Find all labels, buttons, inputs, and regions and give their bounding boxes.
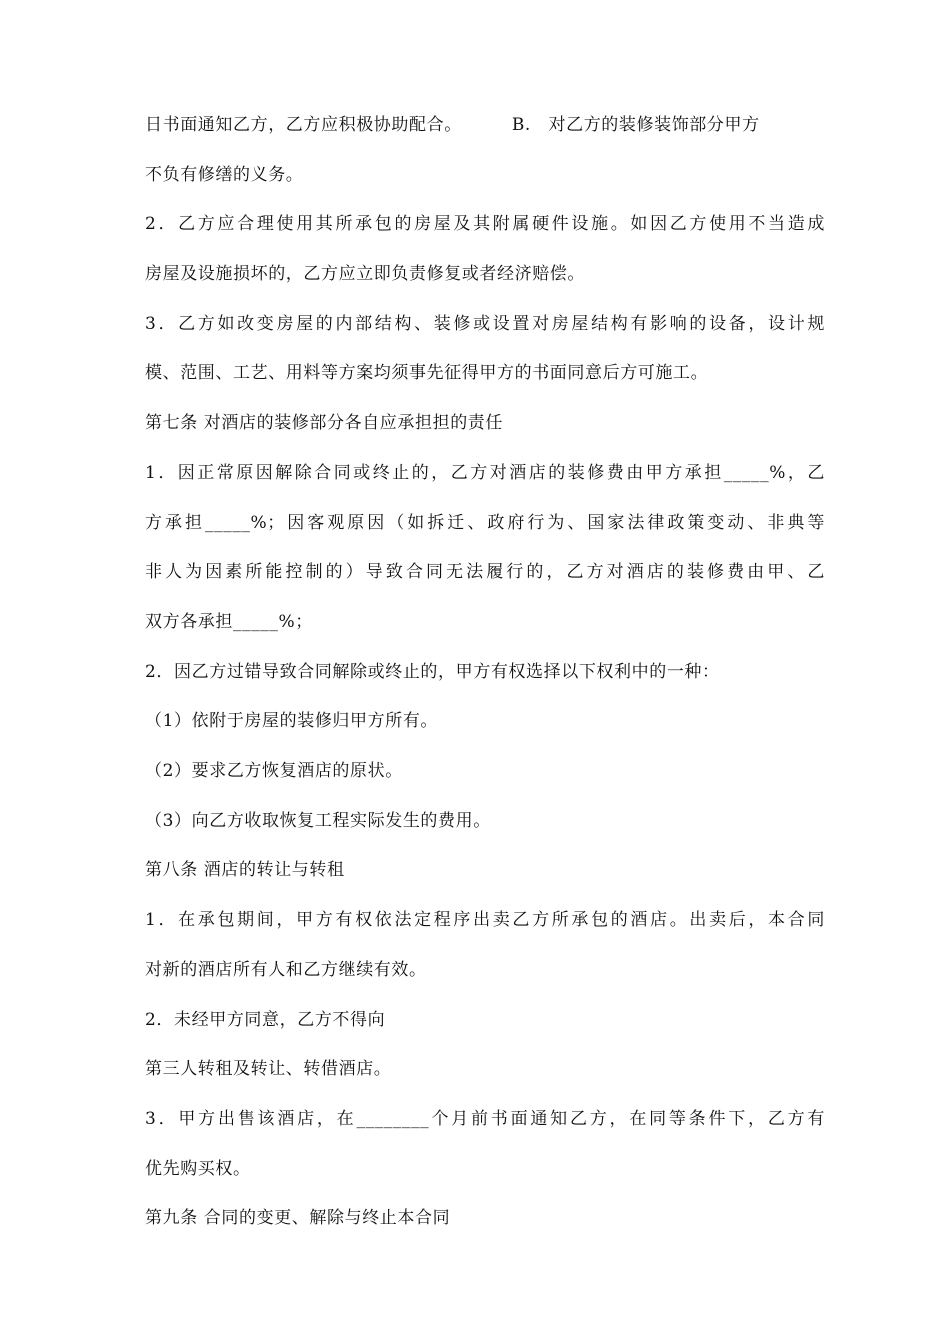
text-line [145, 114, 825, 136]
text-line-part: 日书面通知乙方，乙方应积极协助配合。 [145, 115, 462, 135]
text-line: 3．甲方出售该酒店，在________个月前书面通知乙方，在同等条件下，乙方有 [145, 1109, 825, 1129]
list-item: （3）向乙方收取恢复工程实际发生的费用。 [145, 811, 491, 831]
list-item: （2）要求乙方恢复酒店的原状。 [145, 761, 403, 781]
text-line: 1．在承包期间，甲方有权依法定程序出卖乙方所承包的酒店。出卖后，本合同 [145, 910, 825, 930]
section-heading: 第八条 酒店的转让与转租 [145, 860, 345, 880]
text-line: 优先购买权。 [145, 1159, 251, 1179]
text-line: 方承担_____%；因客观原因（如拆迁、政府行为、国家法律政策变动、非典等 [145, 513, 825, 533]
text-line: 对新的酒店所有人和乙方继续有效。 [145, 960, 427, 980]
text-line-part: B. 对乙方的装修装饰部分甲方 [511, 115, 760, 135]
text-line: 2．乙方应合理使用其所承包的房屋及其附属硬件设施。如因乙方使用不当造成 [145, 214, 825, 234]
text-line: 2．未经甲方同意，乙方不得向 [145, 1010, 386, 1030]
section-heading: 第七条 对酒店的装修部分各自应承担担的责任 [145, 413, 504, 433]
section-heading: 第九条 合同的变更、解除与终止本合同 [145, 1208, 451, 1228]
text-line: 模、范围、工艺、用料等方案均须事先征得甲方的书面同意后方可施工。 [145, 363, 709, 383]
text-line: 房屋及设施损坏的，乙方应立即负责修复或者经济赔偿。 [145, 264, 585, 284]
text-line: 3．乙方如改变房屋的内部结构、装修或设置对房屋结构有影响的设备，设计规 [145, 314, 825, 334]
list-item: （1）依附于房屋的装修归甲方所有。 [145, 711, 439, 731]
text-line: 1．因正常原因解除合同或终止的，乙方对酒店的装修费由甲方承担_____%，乙 [145, 463, 825, 483]
text-line: 不负有修缮的义务。 [145, 165, 304, 185]
text-line: 第三人转租及转让、转借酒店。 [145, 1059, 392, 1079]
text-line: 非人为因素所能控制的）导致合同无法履行的，乙方对酒店的装修费由甲、乙 [145, 562, 825, 582]
text-line: 双方各承担_____%； [145, 612, 313, 632]
text-line: 2．因乙方过错导致合同解除或终止的，甲方有权选择以下权利中的一种： [145, 662, 720, 682]
